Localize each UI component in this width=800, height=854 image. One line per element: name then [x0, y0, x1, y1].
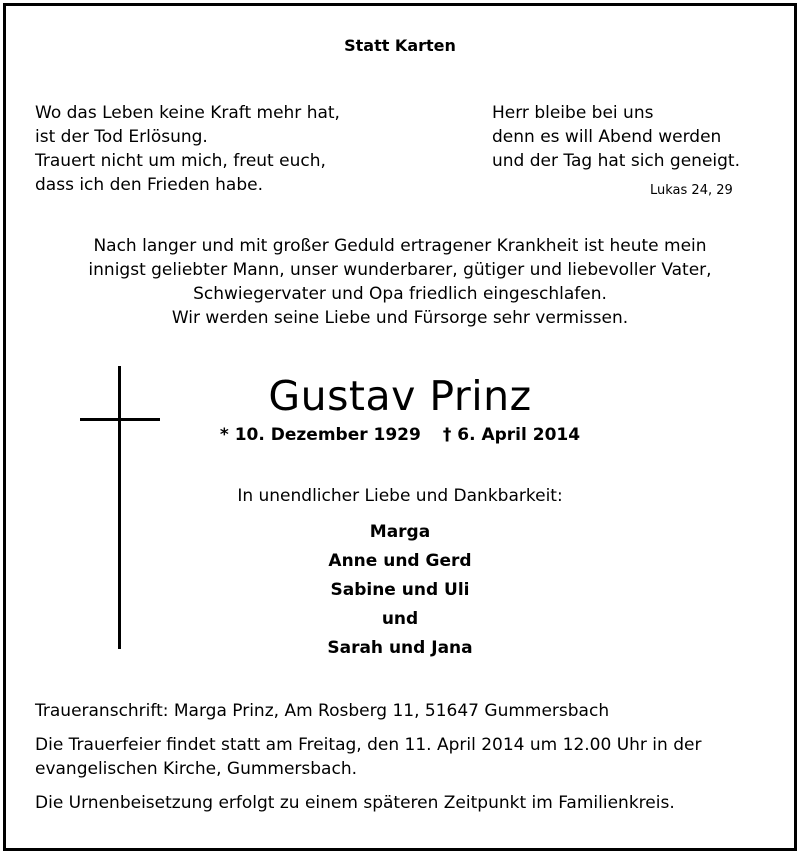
verse-left-line: Trauert nicht um mich, freut euch,	[35, 151, 326, 171]
gratitude-line: In unendlicher Liebe und Dankbarkeit:	[237, 486, 563, 506]
verse-reference: Lukas 24, 29	[650, 183, 733, 198]
mourning-address: Traueranschrift: Marga Prinz, Am Rosberg 11, 51647 Gummersbach	[35, 701, 610, 721]
verse-right-line: denn es will Abend werden	[492, 127, 722, 147]
mourner-entry: und	[381, 609, 419, 629]
mourner-entry: Marga	[369, 522, 431, 542]
mourner-entry: Sabine und Uli	[330, 580, 470, 600]
deceased-name: Gustav Prinz	[268, 372, 532, 420]
intro-text	[0, 234, 800, 330]
funeral-service-line: Die Trauerfeier findet statt am Freitag, den 11. April 2014 um 12.00 Uhr in der	[35, 735, 702, 755]
birth-date: * 10. Dezember 1929	[219, 425, 421, 445]
mourner-entry: Sarah und Jana	[327, 638, 473, 658]
verse-left-line: dass ich den Frieden habe.	[35, 175, 263, 195]
intro-line: innigst geliebter Mann, unser wunderbarer, gütiger und liebevoller Vater,	[88, 260, 712, 280]
mourners-list	[0, 518, 800, 663]
notice-header: Statt Karten	[344, 36, 456, 55]
verse-right-line: Herr bleibe bei uns	[492, 103, 654, 123]
verse-left	[35, 101, 340, 197]
verse-right	[492, 101, 740, 173]
intro-line: Wir werden seine Liebe und Fürsorge sehr vermissen.	[171, 308, 629, 328]
funeral-service	[35, 733, 701, 781]
urn-burial-note: Die Urnenbeisetzung erfolgt zu einem späteren Zeitpunkt im Familienkreis.	[35, 793, 675, 813]
verse-right-line: und der Tag hat sich geneigt.	[492, 151, 741, 171]
intro-line: Schwiegervater und Opa friedlich eingeschlafen.	[193, 284, 607, 304]
mourner-entry: Anne und Gerd	[328, 551, 472, 571]
verse-left-line: Wo das Leben keine Kraft mehr hat,	[35, 103, 340, 123]
funeral-service-line: evangelischen Kirche, Gummersbach.	[35, 759, 358, 779]
intro-line: Nach langer und mit großer Geduld ertragener Krankheit ist heute mein	[93, 236, 707, 256]
life-dates	[0, 425, 800, 445]
verse-left-line: ist der Tod Erlösung.	[35, 127, 208, 147]
death-date: † 6. April 2014	[442, 425, 581, 445]
